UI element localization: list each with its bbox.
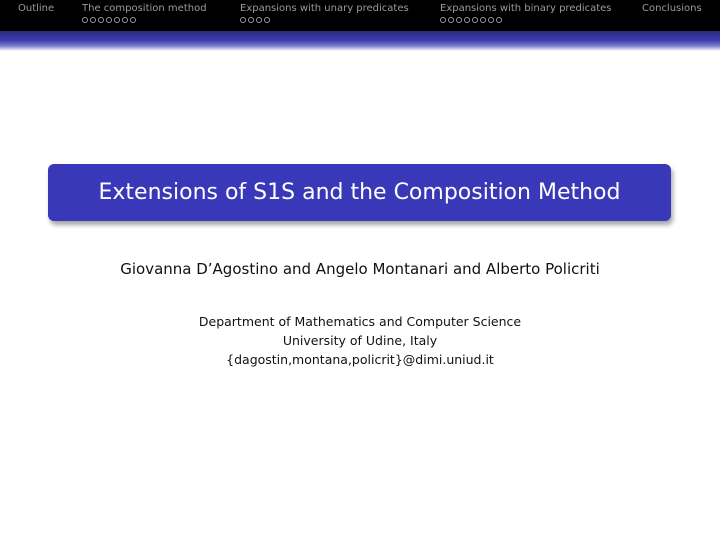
- frame-dot[interactable]: [256, 17, 262, 23]
- slide-title: Extensions of S1S and the Composition Method: [98, 180, 621, 205]
- frame-dot[interactable]: [440, 17, 446, 23]
- frame-dot[interactable]: [248, 17, 254, 23]
- frame-dot[interactable]: [106, 17, 112, 23]
- navigation-bar: [0, 0, 720, 31]
- frame-dots: [240, 17, 409, 23]
- frame-dot[interactable]: [130, 17, 136, 23]
- frame-dot[interactable]: [456, 17, 462, 23]
- frame-dot[interactable]: [90, 17, 96, 23]
- title-block: [48, 164, 671, 221]
- frame-dot[interactable]: [114, 17, 120, 23]
- frame-dot[interactable]: [496, 17, 502, 23]
- nav-section-conclusions[interactable]: [642, 2, 702, 15]
- nav-section-composition-method[interactable]: [82, 2, 207, 23]
- nav-section-label: Conclusions: [642, 3, 702, 14]
- frame-dots: [82, 17, 207, 23]
- authors: Giovanna D’Agostino and Angelo Montanari and Alberto Policriti: [120, 260, 600, 278]
- nav-section-binary-predicates[interactable]: [440, 2, 612, 23]
- frame-dot[interactable]: [448, 17, 454, 23]
- nav-section-label: The composition method: [82, 3, 207, 14]
- frame-dot[interactable]: [240, 17, 246, 23]
- nav-section-label: Outline: [18, 3, 55, 14]
- nav-section-label: Expansions with binary predicates: [440, 3, 612, 14]
- institute-block: [0, 312, 720, 369]
- nav-section-unary-predicates[interactable]: [240, 2, 409, 23]
- department: Department of Mathematics and Computer Science: [198, 314, 522, 329]
- nav-section-outline[interactable]: [18, 2, 54, 15]
- frame-dot[interactable]: [98, 17, 104, 23]
- frame-dot[interactable]: [464, 17, 470, 23]
- university: University of Udine, Italy: [282, 333, 438, 348]
- emails: {dagostin,montana,policrit}@dimi.uniud.it: [226, 352, 494, 367]
- frame-dot[interactable]: [480, 17, 486, 23]
- frame-dot[interactable]: [488, 17, 494, 23]
- nav-section-label: Expansions with unary predicates: [240, 3, 409, 14]
- frame-dot[interactable]: [82, 17, 88, 23]
- frame-dots: [440, 17, 612, 23]
- header-gradient-rule: [0, 31, 720, 51]
- frame-dot[interactable]: [472, 17, 478, 23]
- frame-dot[interactable]: [264, 17, 270, 23]
- frame-dot[interactable]: [122, 17, 128, 23]
